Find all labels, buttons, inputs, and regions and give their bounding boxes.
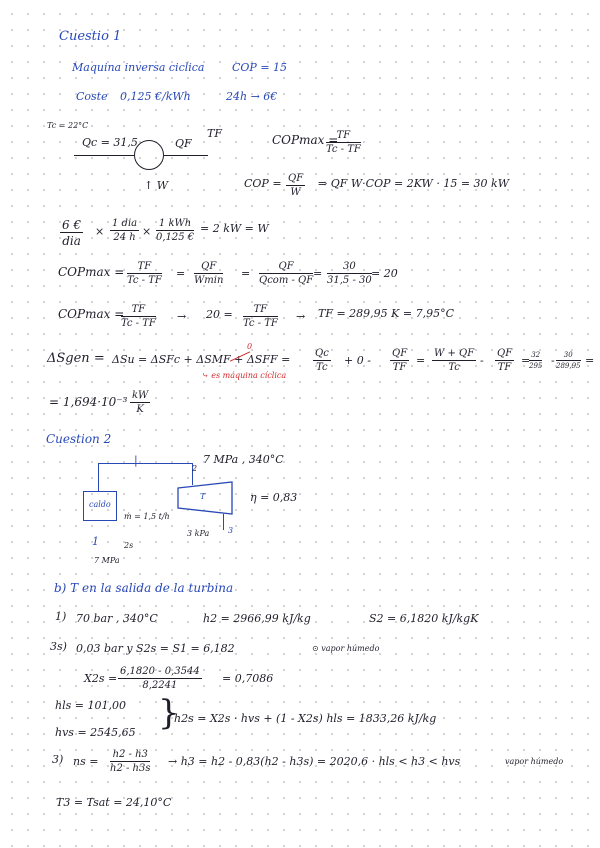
step-3s-state: 0,03 bar y S2s = S1 = 6,182: [76, 642, 235, 655]
brace: }: [158, 693, 180, 733]
cost-label: Coste: [76, 90, 108, 103]
copmax-result: = 20: [371, 267, 398, 280]
copmax-frac-c: QF Qcom - QF: [259, 261, 314, 286]
ns-label: ns =: [73, 755, 99, 768]
sgen-frac-k: $\frac{32}{295}$: [529, 351, 543, 370]
wet-vapor-note-2: vapor húmedo: [505, 757, 564, 766]
step-3-num: 3): [52, 753, 64, 766]
daily-cost: 24h → 6€: [226, 90, 278, 103]
x2s-result: = 0,7086: [222, 672, 274, 685]
copmax-frac-a: $\frac{TF}{Tc - TF}$: [127, 261, 162, 286]
equals: =: [416, 354, 426, 367]
machine-circle: [134, 140, 164, 170]
sgen-sum: ΔSu = ΔSFc + ΔSMF + ΔSFF =: [112, 353, 291, 366]
minus: -: [480, 354, 484, 367]
implies-arrow: →: [177, 310, 187, 323]
equals: =: [521, 354, 531, 367]
copmax-3-label: COPmax =: [58, 307, 125, 321]
s2-value: S2 = 6,1820 kJ/kgK: [369, 612, 479, 625]
sgen-label: ΔSgen =: [47, 351, 105, 366]
copmax-frac-d: $\frac{30}{31,5 - 30}$: [327, 261, 372, 286]
state-2: 7 MPa , 340°C: [203, 453, 284, 466]
section-b-title: b) T en la salida de la turbina: [54, 581, 234, 595]
cost-value: 0,125 €/kWh: [120, 90, 191, 103]
cost-fraction-1: 6 € dia: [62, 218, 82, 248]
machine-type: Maquina inversa ciclica: [72, 61, 205, 74]
plus-zero: + 0 -: [344, 354, 371, 367]
h2s-equation: h2s = X2s · hvs + (1 - X2s) hls = 1833,26 kJ/kg: [174, 712, 437, 725]
tf-frac-b: $\frac{TF}{Tc - TF}$: [243, 304, 278, 329]
cop-given: COP = 15: [232, 61, 288, 74]
hvs-value: hvs = 2545,65: [55, 726, 136, 739]
hls-value: hls = 101,00: [55, 699, 126, 712]
ns-fraction: $\frac{h2 - h3}{h2 - h3s}$: [110, 749, 151, 774]
cop-result: ⇒ QF W·COP = 2KW · 15 = 30 kW: [318, 177, 510, 190]
pipe-tick: |: [134, 454, 138, 467]
step-3s-num: 3s): [50, 640, 67, 653]
q1-heading: Cuestio 1: [59, 29, 122, 44]
implies-arrow: →: [296, 310, 306, 323]
copmax-label: COPmax =: [272, 133, 339, 147]
turbine-efficiency: η = 0,83: [250, 491, 298, 504]
sgen-frac-i: $\frac{W + QF}{Tc}$: [434, 348, 475, 373]
tc-label: Tc = 22°C: [47, 121, 89, 130]
minus: -: [551, 354, 555, 367]
wet-vapor-note-1: ⊙ vapor húmedo: [312, 644, 380, 653]
turbine-label: T: [200, 492, 206, 501]
cyclic-note: ⤷ es máquina cíclica: [202, 371, 287, 380]
turbine-shape: [176, 480, 236, 516]
copmax-2-label: COPmax =: [58, 265, 125, 279]
sgen-frac-g: $\frac{Qc}{Tc}$: [315, 348, 329, 373]
qc-arrow-line: [74, 155, 134, 156]
q2-heading: Cuestion 2: [46, 432, 112, 446]
step-1-num: 1): [55, 610, 67, 623]
sgen-frac-j: $\frac{QF}{TF}$: [497, 348, 513, 373]
twenty-eq: 20 =: [206, 308, 233, 321]
inlet-pressure: 7 MPa: [94, 556, 120, 565]
equals: =: [176, 267, 186, 280]
sgen-unit: $\frac{kW}{K}$: [132, 390, 149, 415]
tf-frac-a: $\frac{TF}{Tc - TF}$: [121, 304, 156, 329]
copmax-fraction: $\frac{TF}{Tc - TF}$: [326, 130, 361, 155]
qc-label: Qc = 31,5: [82, 136, 138, 149]
qf-arrow-line: [164, 155, 208, 156]
t3-result: T3 = Tsat = 24,10°C: [56, 796, 172, 809]
pipe-left: [98, 463, 99, 491]
power-result: = 2 kW = W: [200, 222, 269, 235]
cop-fraction: $\frac{QF}{W}$: [288, 173, 304, 198]
times-2: ×: [142, 225, 152, 238]
equals: =: [313, 267, 323, 280]
equals: =: [585, 354, 595, 367]
cop-label: COP =: [244, 177, 282, 190]
node-3: 3: [228, 526, 234, 535]
qf-label: QF: [175, 137, 192, 150]
condenser-pressure: 3 kPa: [187, 529, 210, 538]
zero-mark: 0: [247, 342, 253, 351]
step-1-state: 70 bar , 340°C: [76, 612, 158, 625]
x2s-label: X2s =: [84, 672, 118, 685]
node-2: 2: [192, 464, 198, 473]
pipe-top: [98, 463, 192, 464]
node-1: 1: [92, 535, 99, 548]
boiler-label: caldo: [89, 500, 111, 509]
times-1: ×: [95, 225, 105, 238]
copmax-frac-b: QF Wmin: [194, 261, 224, 286]
sgen-frac-l: $\frac{30}{289,95}$: [556, 351, 581, 370]
sgen-result: = 1,694·10⁻³: [49, 395, 128, 409]
equals: =: [241, 267, 251, 280]
work-arrow: ↑ W: [144, 179, 169, 192]
cost-fraction-2: 1 dia 24 h: [112, 218, 138, 243]
cost-fraction-3: 1 kWh 0,125 €: [156, 218, 195, 243]
h3-result: → h3 = h2 - 0,83(h2 - h3s) = 2020,6 · hls < h3 < hvs: [168, 755, 461, 768]
turbine-exit: [223, 514, 224, 530]
x2s-fraction: $\frac{6,1820 - 0,3544}{8,2241}$: [120, 666, 200, 691]
sgen-frac-h: $\frac{QF}{TF}$: [392, 348, 408, 373]
h2-value: h2 = 2966,99 kJ/kg: [203, 612, 311, 625]
node-1s: 2s: [124, 541, 134, 550]
tf-result: TF = 289,95 K = 7,95°C: [318, 307, 455, 320]
mass-flow: ṁ = 1,5 t/h: [124, 512, 170, 521]
tf-label: TF: [207, 127, 222, 140]
